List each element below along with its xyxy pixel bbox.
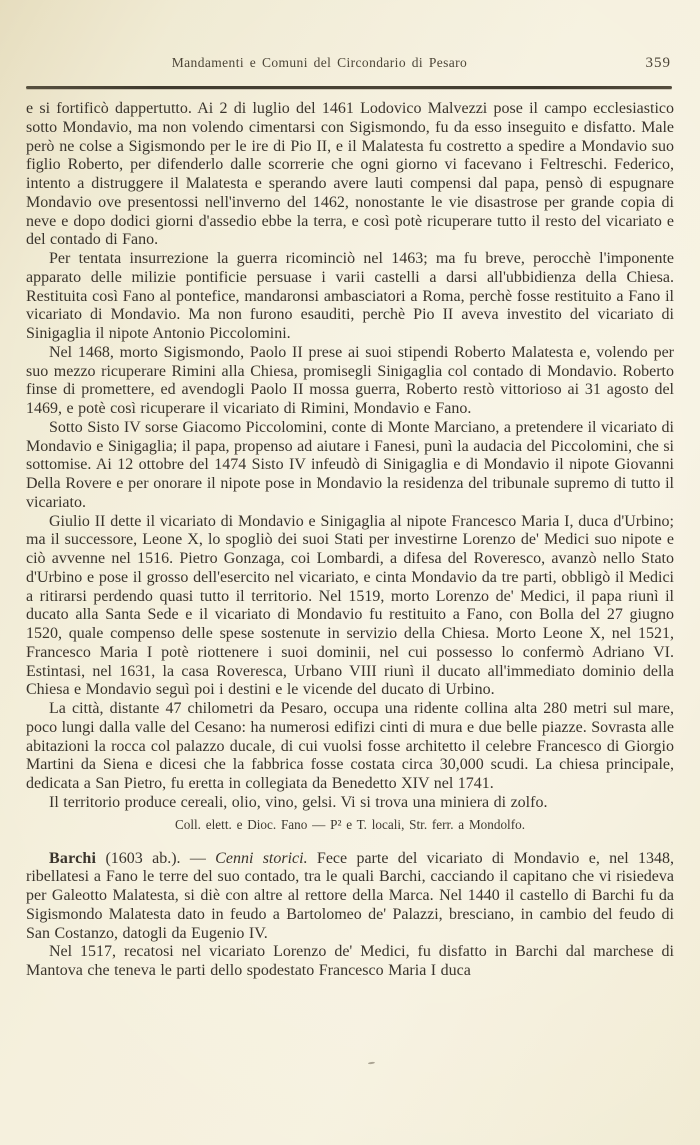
entry-population: (1603 ab.). — — [96, 849, 216, 867]
entry-section-title: Cenni storici. — [215, 849, 308, 867]
entry-text: Fece parte del vicariato di Mondavio e, nel 1348, ribellatesi a Fano le terre del suo contado, tra le quali Barchi, cacciando il capitano che vi risiedeva per Galeotto Malatesta, si diè con altre al rettore della Marca. Nel 1440 il castello di Barchi fu da Sigismondo Malatesta dato in feudo a Bartolomeo de' Palazzi, bresciano, in cambio del feudo di San Costanzo, datogli da Eugenio IV. — [26, 849, 675, 942]
collegio-diocesi-line: Coll. elett. e Dioc. Fano — P² e T. locali, Str. ferr. a Mondolfo. — [174, 816, 526, 832]
header-rule — [26, 86, 672, 89]
page-header — [26, 55, 673, 73]
barchi-entry — [26, 850, 674, 944]
paragraph: La città, distante 47 chilometri da Pesaro, occupa una ridente collina alta 280 metri sul mare, poco lungi dalla valle del Cesano: ha numerosi edifizi cinti di mura e due belle piazze. Sovrasta alle abitazioni la rocca col palazzo ducale, di cui vuolsi fosse architetto il celebre Francesco di Giorgio Martini da Siena e dicesi che la fabbrica fosse costata circa 30,000 scudi. La chiesa principale, dedicata a San Pietro, fu eretta in collegiata da Benedetto XIV nel 1741. — [26, 700, 674, 792]
running-title: Mandamenti e Comuni del Circondario di Pesaro — [171, 55, 468, 70]
paragraph: Giulio II dette il vicariato di Mondavio e Sinigaglia al nipote Francesco Maria I, duca d'Urbino; ma il successore, Leone X, lo spogliò dei suoi Stati per investirne Lorenzo de' Medici suo nipote e ciò avvenne nel 1516. Pietro Gonzaga, coi Lombardi, a difesa del Roveresco, avanzò nello Stato d'Urbino e pose il grosso dell'esercito nel vicariato, e cinta Mondavio da tre parti, obbligò il Medici a ritirarsi perdendo quasi tutto il territorio. Nel 1519, morto Lorenzo de' Medici, il papa riunì il ducato alla Santa Sede e il vicariato di Mondavio fu restituito a Fano, con Bolla del 27 giugno 1520, quale compenso delle spese sostenute in servizio della Chiesa. Morto Leone X, nel 1521, Francesco Maria I potè riottenere i suoi dominii, nel cui possesso lo confermò Adriano VI. Estintasi, nel 1631, la casa Roveresca, Urbano VIII riunì il ducato all'immediato dominio della Chiesa e Mondavio seguì poi i destini e le vicende del ducato di Urbino. — [26, 512, 674, 699]
scan-speck-artifact — [368, 1062, 375, 1065]
paragraph: Nel 1468, morto Sigismondo, Paolo II prese ai suoi stipendi Roberto Malatesta e, volendo per suo mezzo ricuperare Rimini alla Chiesa, promisegli Sinigaglia col contado di Mondavio. Roberto finse di promettere, ed avendogli Paolo II mossa guerra, Roberto restò vittorioso ai 31 agosto del 1469, e potè così ricuperare il vicariato di Rimini, Mondavio e Fano. — [26, 343, 674, 417]
paragraph: Sotto Sisto IV sorse Giacomo Piccolomini, conte di Monte Marciano, a pretendere il vicariato di Mondavio e Sinigaglia; il papa, propenso ad aiutare i Fanesi, punì la audacia del Piccolomini, che si sottomise. Ai 12 ottobre del 1474 Sisto IV infeudò di Sinigaglia e di Mondavio il nipote Giovanni Della Rovere e per onorare il nipote pose in Mondavio la residenza del tribunale supremo di tutto il vicariato. — [26, 418, 674, 511]
paragraph: Per tentata insurrezione la guerra ricominciò nel 1463; ma fu breve, perocchè l'imponente apparato delle milizie pontificie persuase i varii castelli a darsi all'ubbidienza della Chiesa. Restituita così Fano al pontefice, mandaronsi ambasciatori a Roma, perchè fosse restituito a Fano il vicariato di Mondavio. Ma non furono esauditi, perchè Pio II aveva investito del vicariato di Sinigaglia il nipote Antonio Piccolomini. — [26, 250, 674, 342]
text-block — [26, 100, 674, 981]
paragraph-continuation: e si fortificò dappertutto. Ai 2 di luglio del 1461 Lodovico Malvezzi pose il campo ecclesiastico sotto Mondavio, ma non volendo cimentarsi con Sigismondo, fu da esso inseguito e disfatto. Male però ne colse a Sigismondo per le ire di Pio II, e il Malatesta fu costretto a spedire a Mondavio suo figlio Roberto, per difenderlo dalle scorrerie che ogni giorno vi facevano i Feltreschi. Federico, intento a distruggere il Malatesta e sperando avere lauti compensi dal papa, pensò di espugnare Mondavio ove presentossi nell'inverno del 1462, nonostante le vie disastrose per grande copia di neve e dopo dodici giorni d'assedio ebbe la terra, e così potè ricuperare tutto il resto del vicariato e del contado di Fano. — [26, 100, 674, 249]
page-number: 359 — [645, 55, 671, 71]
entry-name: Barchi — [49, 849, 97, 867]
paragraph-final: Nel 1517, recatosi nel vicariato Lorenzo de' Medici, fu disfatto in Barchi dal marchese di Mantova che teneva le parti dello spodestato Francesco Maria I duca — [26, 943, 674, 979]
paragraph: Il territorio produce cereali, olio, vino, gelsi. Vi si trova una miniera di zolfo. — [49, 793, 548, 811]
